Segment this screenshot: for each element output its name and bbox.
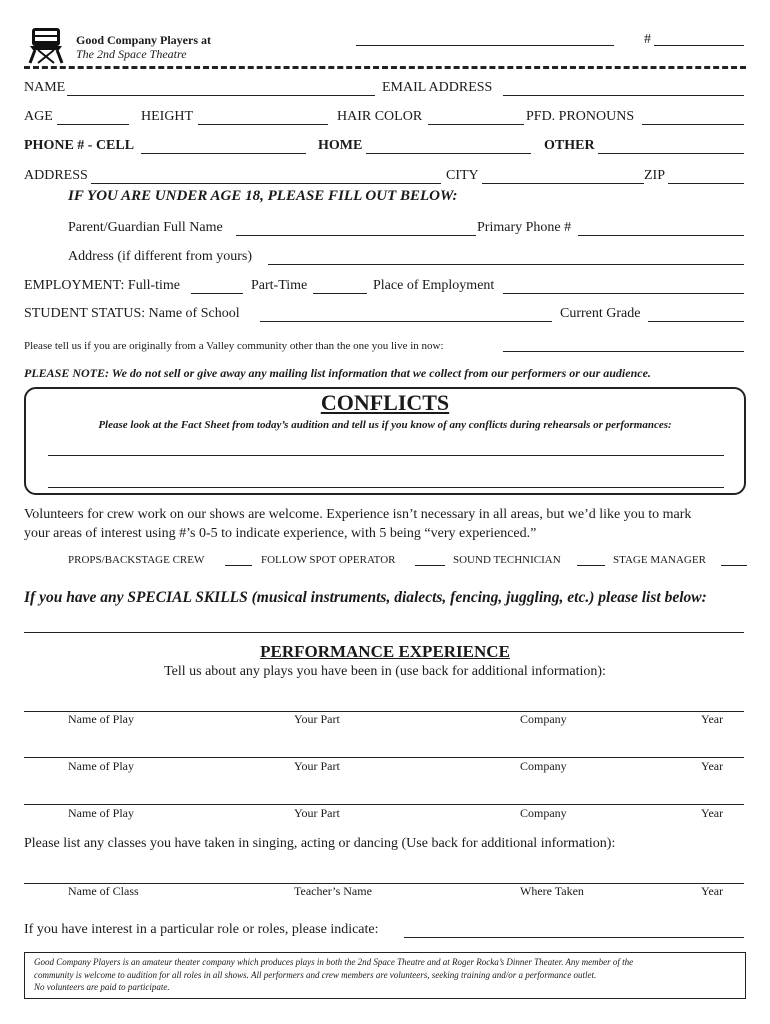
primary-phone-field[interactable] xyxy=(578,235,744,236)
email-field[interactable] xyxy=(503,95,744,96)
valley-label: Please tell us if you are originally from a Valley community other than the one you live in now: xyxy=(24,340,444,352)
skills-prompt: If you have any SPECIAL SKILLS (musical instruments, dialects, fencing, juggling, etc.) please list below: xyxy=(24,589,707,606)
privacy-note: PLEASE NOTE: We do not sell or give away any mailing list information that we collect from our performers or our audience. xyxy=(24,366,651,380)
play-year-label: Year xyxy=(701,712,724,726)
header-blank-field[interactable] xyxy=(356,45,614,46)
theater-logo-icon xyxy=(26,26,66,64)
part-time-field[interactable] xyxy=(313,293,367,294)
footer-line-2: community is welcome to audition for all roles in all shows. All performers and crew members are volunteers, seeking training and/or a performance outlet. xyxy=(34,969,597,980)
hair-color-label: HAIR COLOR xyxy=(337,109,423,124)
volunteers-text-1: Volunteers for crew work on our shows are welcome. Experience isn’t necessary in all areas, but we’d like you to mark xyxy=(24,507,692,522)
conflicts-instruction: Please look at the Fact Sheet from today’s audition and tell us if you know of any conflicts during rehearsals or performances: xyxy=(98,419,672,431)
play-year-label: Year xyxy=(701,806,724,820)
conflicts-line-1[interactable] xyxy=(48,455,724,456)
class-name-label: Name of Class xyxy=(68,884,139,898)
age-label: AGE xyxy=(24,109,53,124)
primary-phone-label: Primary Phone # xyxy=(477,220,572,235)
teacher-name-label: Teacher’s Name xyxy=(294,884,372,898)
conflicts-title: CONFLICTS xyxy=(320,390,450,415)
city-field[interactable] xyxy=(482,183,644,184)
email-label: EMAIL ADDRESS xyxy=(382,80,493,95)
school-label: STUDENT STATUS: Name of School xyxy=(24,306,240,321)
play-name-label: Name of Play xyxy=(68,759,134,773)
number-label: # xyxy=(644,32,651,47)
city-label: CITY xyxy=(446,168,479,183)
org-venue: The 2nd Space Theatre xyxy=(76,47,187,61)
conflicts-line-2[interactable] xyxy=(48,487,724,488)
other-phone-field[interactable] xyxy=(598,153,744,154)
play-name-label: Name of Play xyxy=(68,712,134,726)
grade-label: Current Grade xyxy=(560,306,641,321)
number-field[interactable] xyxy=(654,45,744,46)
performance-title: PERFORMANCE EXPERIENCE xyxy=(260,642,510,661)
play-company-label: Company xyxy=(520,712,567,726)
employment-label: EMPLOYMENT: Full-time xyxy=(24,278,181,293)
footer-text xyxy=(34,956,734,994)
play-year-label: Year xyxy=(701,759,724,773)
grade-field[interactable] xyxy=(648,321,744,322)
classes-prompt: Please list any classes you have taken in singing, acting or dancing (Use back for additional information): xyxy=(24,836,616,851)
org-name: Good Company Players at xyxy=(76,33,211,47)
full-time-field[interactable] xyxy=(191,293,243,294)
guardian-field[interactable] xyxy=(236,235,476,236)
guardian-address-label: Address (if different from yours) xyxy=(68,249,253,264)
home-phone-field[interactable] xyxy=(366,153,531,154)
play-name-label: Name of Play xyxy=(68,806,134,820)
crew-role-stage-manager: STAGE MANAGER xyxy=(613,554,706,566)
pronouns-label: PFD. PRONOUNS xyxy=(526,109,635,124)
pronouns-field[interactable] xyxy=(642,124,744,125)
where-taken-label: Where Taken xyxy=(520,884,584,898)
crew-role-props: PROPS/BACKSTAGE CREW xyxy=(68,554,205,566)
play-entry-line-3[interactable] xyxy=(24,804,744,805)
crew-rating-spot[interactable] xyxy=(415,565,445,566)
dashed-divider xyxy=(24,66,746,69)
play-part-label: Your Part xyxy=(294,806,340,820)
play-part-label: Your Part xyxy=(294,759,340,773)
zip-label: ZIP xyxy=(644,168,665,183)
guardian-address-field[interactable] xyxy=(268,264,744,265)
crew-rating-sound[interactable] xyxy=(577,565,605,566)
name-field[interactable] xyxy=(67,95,375,96)
minor-heading: IF YOU ARE UNDER AGE 18, PLEASE FILL OUT BELOW: xyxy=(68,188,458,204)
footer-line-3: No volunteers are paid to participate. xyxy=(34,982,170,992)
part-time-label: Part-Time xyxy=(251,278,308,293)
footer-line-1: Good Company Players is an amateur theater company which produces plays in both the 2nd Space Theatre and at Roger Rocka’s Dinner Theater. Any member of the xyxy=(34,957,634,967)
zip-field[interactable] xyxy=(668,183,744,184)
employer-label: Place of Employment xyxy=(373,278,495,293)
home-phone-label: HOME xyxy=(318,138,363,153)
name-label: NAME xyxy=(24,80,66,95)
crew-rating-props[interactable] xyxy=(225,565,252,566)
cell-phone-label: PHONE # - CELL xyxy=(24,138,135,153)
guardian-label: Parent/Guardian Full Name xyxy=(68,220,223,235)
school-field[interactable] xyxy=(260,321,552,322)
roles-field[interactable] xyxy=(404,937,744,938)
address-label: ADDRESS xyxy=(24,168,88,183)
hair-color-field[interactable] xyxy=(428,124,524,125)
volunteers-text-2: your areas of interest using #’s 0-5 to indicate experience, with 5 being “very experienced.” xyxy=(24,526,537,541)
height-label: HEIGHT xyxy=(141,109,194,124)
play-company-label: Company xyxy=(520,806,567,820)
crew-role-spot: FOLLOW SPOT OPERATOR xyxy=(261,554,396,566)
employer-field[interactable] xyxy=(503,293,744,294)
height-field[interactable] xyxy=(198,124,328,125)
play-part-label: Your Part xyxy=(294,712,340,726)
other-phone-label: OTHER xyxy=(544,138,595,153)
age-field[interactable] xyxy=(57,124,129,125)
play-entry-line-2[interactable] xyxy=(24,757,744,758)
crew-role-sound: SOUND TECHNICIAN xyxy=(453,554,561,566)
class-year-label: Year xyxy=(701,884,724,898)
address-field[interactable] xyxy=(91,183,441,184)
cell-phone-field[interactable] xyxy=(141,153,306,154)
valley-field[interactable] xyxy=(503,351,744,352)
performance-subtitle: Tell us about any plays you have been in (use back for additional information): xyxy=(164,664,606,679)
roles-prompt: If you have interest in a particular role or roles, please indicate: xyxy=(24,922,379,937)
crew-rating-stage-manager[interactable] xyxy=(721,565,747,566)
play-company-label: Company xyxy=(520,759,567,773)
skills-field[interactable] xyxy=(24,632,744,633)
